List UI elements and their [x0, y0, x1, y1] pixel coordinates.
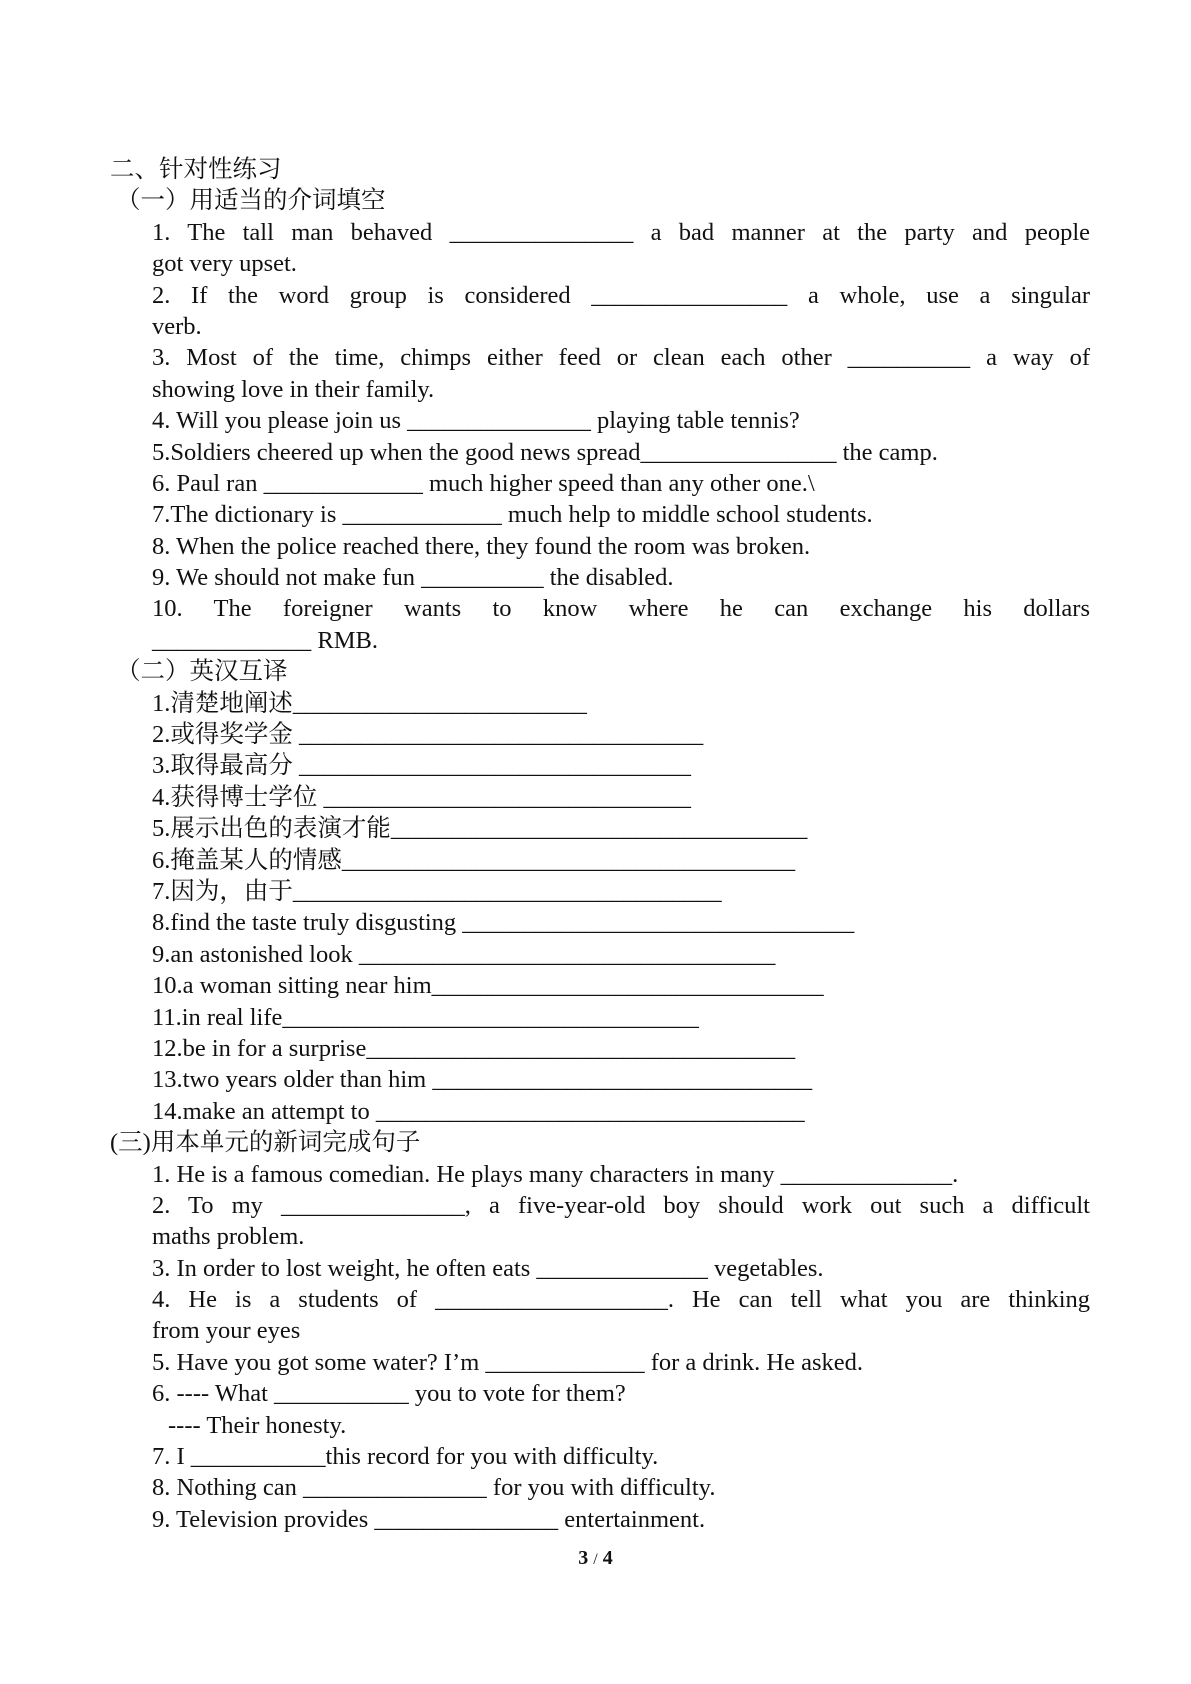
- part1-heading: （一）用适当的介词填空: [116, 187, 386, 215]
- section-title: 二、针对性练习: [110, 156, 282, 183]
- part3-item-6: 6. ---- What ___________ you to vote for them?: [152, 1380, 626, 1408]
- part2-item-2: 2.或得奖学金 _________________________________: [152, 721, 704, 749]
- page-current: 3: [578, 1547, 589, 1569]
- part2-item-10: 10.a woman sitting near him________________________________: [152, 972, 824, 1000]
- part1-item-2: 2. If the word group is considered ________________ a whole, use a singular: [152, 281, 1090, 309]
- part1-item-6: 6. Paul ran _____________ much higher speed than any other one.\: [152, 469, 815, 497]
- part2-item-11: 11.in real life__________________________________: [152, 1003, 699, 1031]
- part1-item-4: 4. Will you please join us _______________ playing table tennis?: [152, 407, 800, 435]
- page-total: 4: [602, 1547, 613, 1569]
- part3-item-1: 1. He is a famous comedian. He plays many characters in many ______________.: [152, 1160, 959, 1188]
- part3-item-3: 3. In order to lost weight, he often eats ______________ vegetables.: [152, 1254, 824, 1282]
- part2-item-14: 14.make an attempt to ___________________________________: [152, 1097, 805, 1125]
- part2-item-3: 3.取得最高分 ________________________________: [152, 752, 691, 780]
- part1-item-5: 5.Soldiers cheered up when the good news spread________________ the camp.: [152, 438, 938, 466]
- part2-heading: （二）英汉互译: [116, 658, 288, 686]
- part1-item-9: 9. We should not make fun __________ the disabled.: [152, 564, 674, 592]
- part2-item-6: 6.掩盖某人的情感_____________________________________: [152, 846, 796, 874]
- part3-item-4-cont: from your eyes: [152, 1317, 301, 1345]
- part1-item-8: 8. When the police reached there, they found the room was broken.: [152, 532, 811, 560]
- part3-item-8: 8. Nothing can _______________ for you with difficulty.: [152, 1474, 716, 1502]
- part1-item-10-cont: _____________ RMB.: [152, 626, 378, 654]
- part2-item-7: 7.因为，由于___________________________________: [152, 877, 722, 905]
- part1-item-3: 3. Most of the time, chimps either feed or clean each other __________ a way of: [152, 344, 1090, 372]
- part3-item-2-cont: maths problem.: [152, 1223, 305, 1251]
- part2-item-13: 13.two years older than him _______________________________: [152, 1066, 813, 1094]
- part1-item-10: 10. The foreigner wants to know where he can exchange his dollars: [152, 595, 1090, 623]
- part1-item-2-cont: verb.: [152, 312, 202, 340]
- part3-item-5: 5. Have you got some water? I’m _____________ for a drink. He asked.: [152, 1348, 864, 1376]
- part3-item-4: 4. He is a students of ___________________. He can tell what you are thinking: [152, 1286, 1090, 1314]
- document-content: [110, 154, 1090, 1535]
- part2-item-5: 5.展示出色的表演才能__________________________________: [152, 815, 808, 843]
- part2-item-4: 4.获得博士学位 ______________________________: [152, 783, 691, 811]
- part2-item-8: 8.find the taste truly disgusting ________________________________: [152, 909, 855, 937]
- part1-item-3-cont: showing love in their family.: [152, 375, 435, 403]
- part3-item-6-answer: ---- Their honesty.: [168, 1411, 347, 1439]
- part1-item-1: 1. The tall man behaved _______________ a bad manner at the party and people: [152, 218, 1090, 246]
- page-separator: /: [593, 1551, 598, 1568]
- part1-item-1-cont: got very upset.: [152, 250, 297, 278]
- part2-item-12: 12.be in for a surprise___________________________________: [152, 1034, 796, 1062]
- part3-item-9: 9. Television provides _______________ entertainment.: [152, 1505, 706, 1533]
- part2-item-1: 1.清楚地阐述________________________: [152, 689, 587, 717]
- part1-item-7: 7.The dictionary is _____________ much help to middle school students.: [152, 501, 873, 529]
- part3-item-2: 2. To my _______________, a five-year-old boy should work out such a difficult: [152, 1191, 1090, 1219]
- part2-item-9: 9.an astonished look __________________________________: [152, 940, 776, 968]
- page-number: [0, 1547, 1191, 1570]
- part3-item-7: 7. I ___________this record for you with difficulty.: [152, 1443, 659, 1471]
- part3-heading: (三)用本单元的新词完成句子: [110, 1129, 421, 1157]
